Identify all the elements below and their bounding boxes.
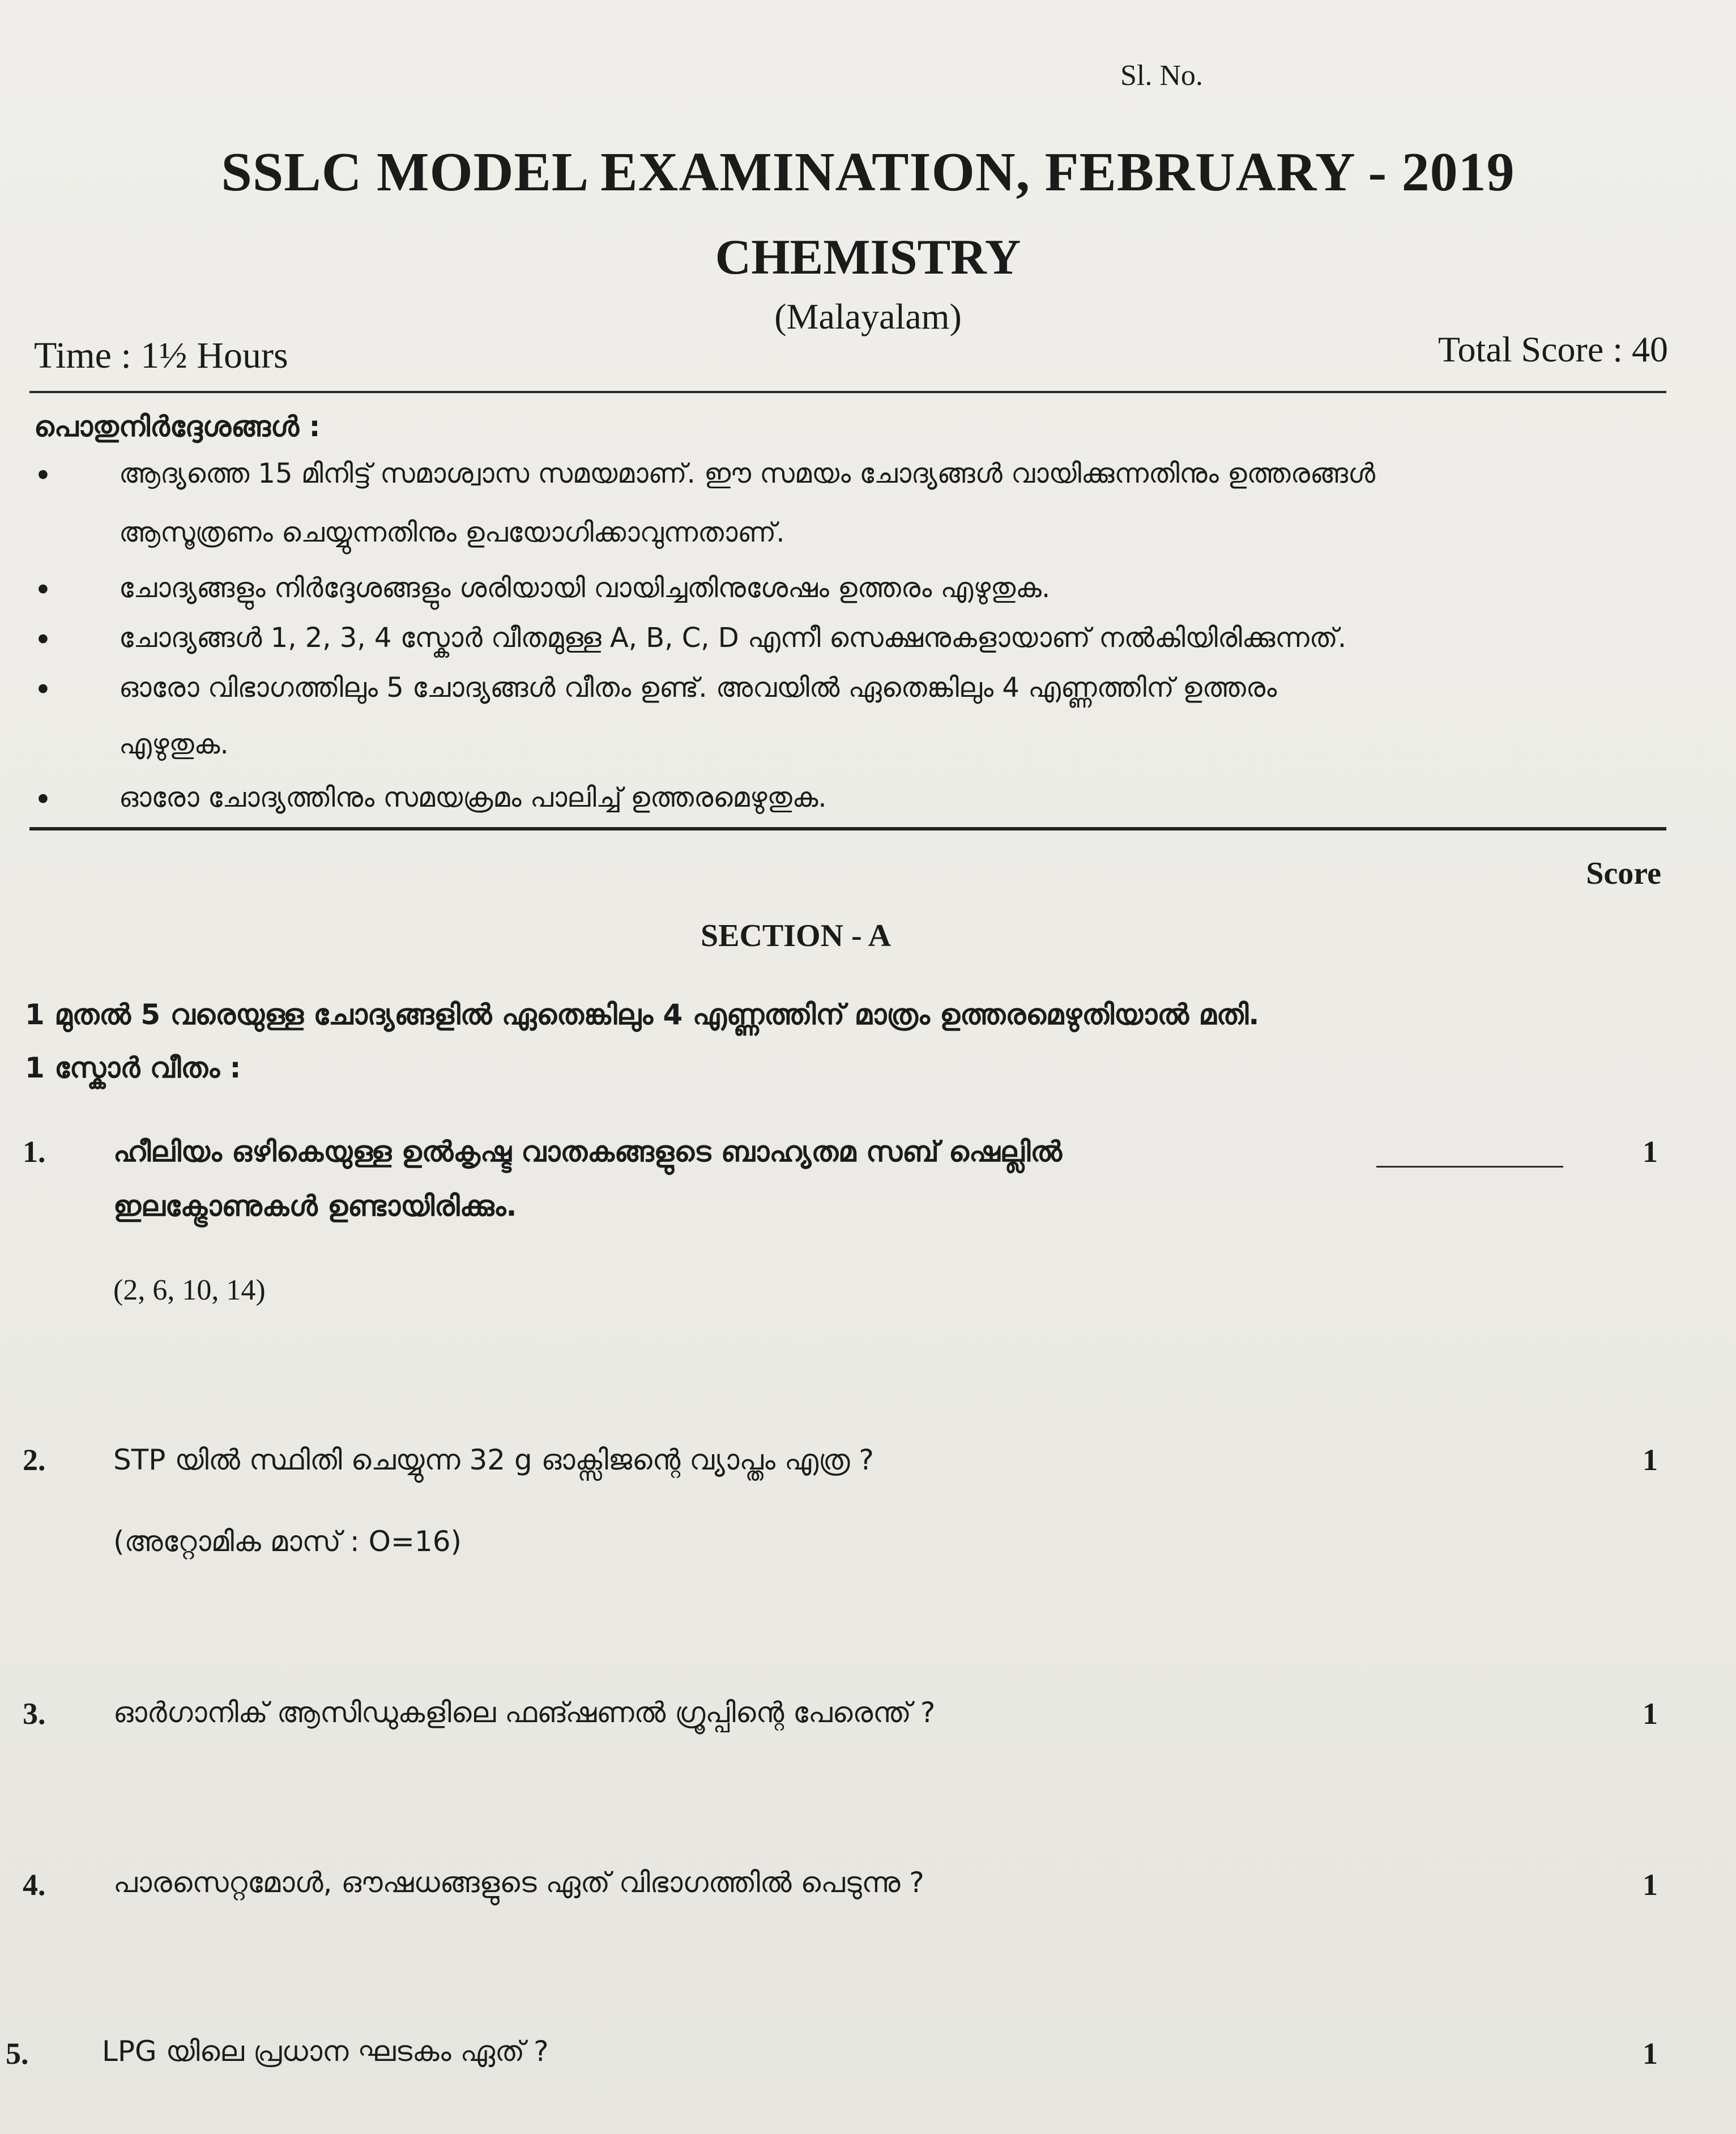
serial-number-label: Sl. No. <box>1120 59 1203 92</box>
answer-blank <box>1376 1166 1563 1168</box>
question-number: 1. <box>23 1135 46 1169</box>
question-score: 1 <box>1643 1697 1658 1731</box>
instruction-text: ചോദ്യങ്ങൾ 1, 2, 3, 4 സ്കോർ വീതമുള്ള A, B, C, D എന്നീ സെക്ഷനുകളായാണ് നൽകിയിരിക്കുന്നത്. <box>119 622 1347 654</box>
question-number: 2. <box>23 1443 46 1477</box>
question-text: ഹീലിയം ഒഴികെയുള്ള ഉൽകൃഷ്ട വാതകങ്ങളുടെ ബാഹ്യതമ സബ് ഷെല്ലിൽ <box>113 1135 1063 1168</box>
section-instruction: 1 മുതൽ 5 വരെയുള്ള ചോദ്യങ്ങളിൽ ഏതെങ്കിലും 4 എണ്ണത്തിന് മാത്രം ഉത്തരമെഴുതിയാൽ മതി. <box>25 998 1260 1031</box>
instruction-text: ഓരോ ചോദ്യത്തിനും സമയക്രമം പാലിച്ച് ഉത്തരമെഴുതുക. <box>119 782 827 813</box>
section-title: SECTION - A <box>700 918 892 953</box>
time-label: Time : 1½ Hours <box>34 335 288 376</box>
instruction-text-continued: എഴുതുക. <box>119 729 229 760</box>
question-text-continued: ഇലക്ട്രോണുകൾ ഉണ്ടായിരിക്കും. <box>113 1190 517 1223</box>
score-column-label: Score <box>1586 856 1661 891</box>
instructions-heading: പൊതുനിർദ്ദേശങ്ങൾ : <box>34 410 321 443</box>
instructions-divider <box>29 827 1666 830</box>
medium-label: (Malayalam) <box>774 296 962 337</box>
subject-title: CHEMISTRY <box>715 230 1021 285</box>
question-number: 3. <box>23 1697 46 1731</box>
instruction-text: ഓരോ വിഭാഗത്തിലും 5 ചോദ്യങ്ങൾ വീതം ഉണ്ട്. അവയിൽ ഏതെങ്കിലും 4 എണ്ണത്തിന് ഉത്തരം <box>119 672 1277 704</box>
question-number: 4. <box>23 1868 46 1902</box>
question-score: 1 <box>1643 1135 1658 1169</box>
section-score-note: 1 സ്കോർ വീതം : <box>25 1051 241 1084</box>
question-score: 1 <box>1643 1868 1658 1902</box>
instruction-text-continued: ആസൂത്രണം ചെയ്യുന്നതിനും ഉപയോഗിക്കാവുന്നതാണ്. <box>119 517 785 548</box>
question-text: ഓർഗാനിക് ആസിഡുകളിലെ ഫങ്ഷണൽ ഗ്രൂപ്പിന്റെ പേരെന്ത് ? <box>113 1696 936 1729</box>
question-text: പാരസെറ്റമോൾ, ഔഷധങ്ങളുടെ ഏത് വിഭാഗത്തിൽ പെടുന്നു ? <box>113 1866 924 1899</box>
header-divider <box>29 391 1666 393</box>
total-score-label: Total Score : 40 <box>1438 329 1668 369</box>
question-hint: (അറ്റോമിക മാസ് : O=16) <box>113 1525 462 1558</box>
question-number: 5. <box>6 2037 29 2071</box>
question-score: 1 <box>1643 1443 1658 1477</box>
question-score: 1 <box>1643 2037 1658 2071</box>
question-options: (2, 6, 10, 14) <box>113 1274 266 1306</box>
instruction-text: ചോദ്യങ്ങളും നിർദ്ദേശങ്ങളും ശരിയായി വായിച്ചതിനുശേഷം ഉത്തരം എഴുതുക. <box>119 572 1051 604</box>
question-text: STP യിൽ സ്ഥിതി ചെയ്യുന്ന 32 g ഓക്സിജന്റെ വ്യാപ്തം എത്ര ? <box>113 1443 874 1476</box>
question-text: LPG യിലെ പ്രധാന ഘടകം ഏത് ? <box>102 2035 549 2068</box>
exam-title: SSLC MODEL EXAMINATION, FEBRUARY - 2019 <box>221 142 1515 203</box>
instruction-text: ആദ്യത്തെ 15 മിനിട്ട് സമാശ്വാസ സമയമാണ്. ഈ സമയം ചോദ്യങ്ങൾ വായിക്കുന്നതിനും ഉത്തരങ്ങൾ <box>119 458 1376 489</box>
